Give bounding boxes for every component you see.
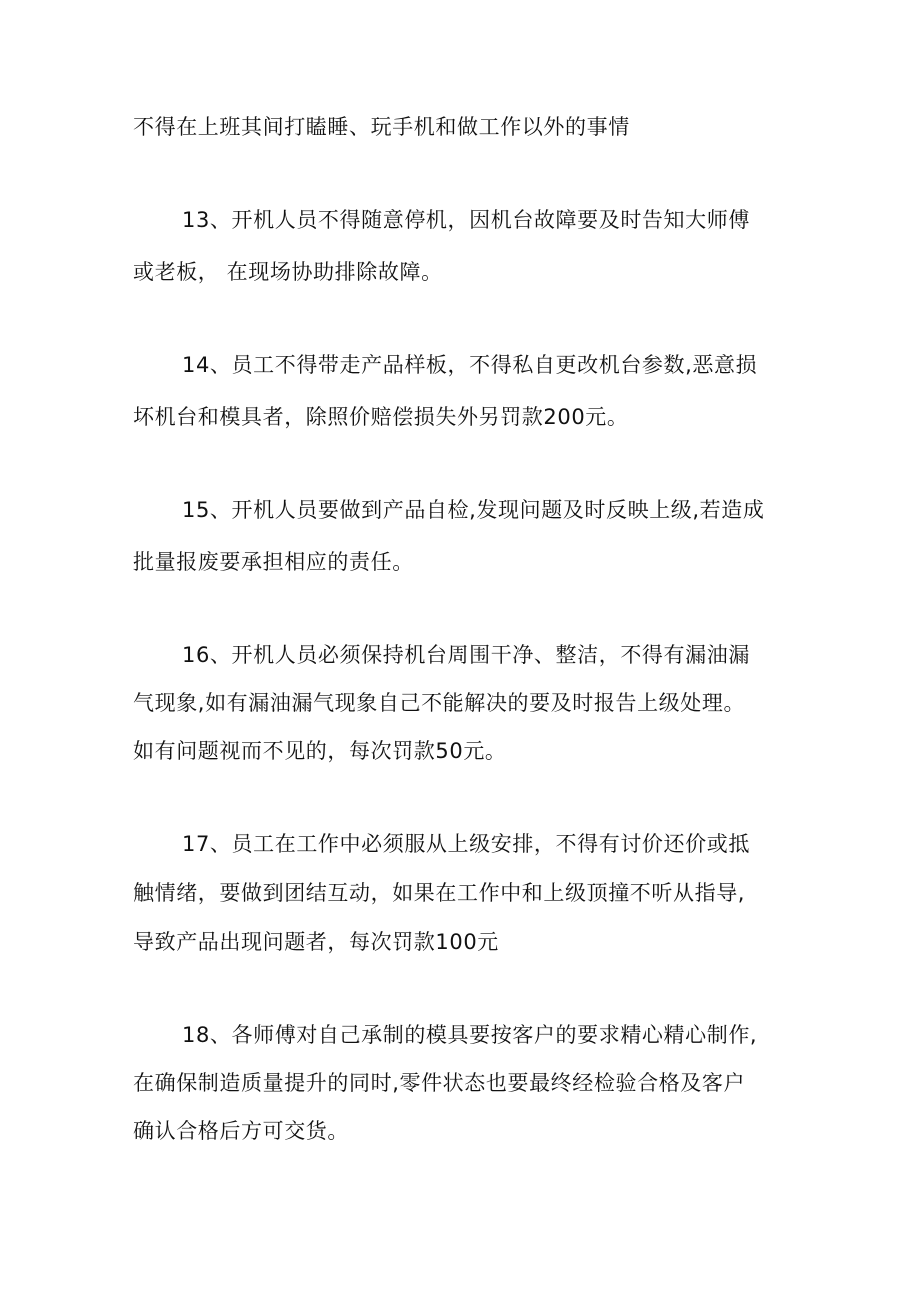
rule-18-line-2: 在确保制造质量提升的同时,零件状态也要最终经检验合格及客户 [133,1071,746,1095]
rule-17-line-1: 17、员工在工作中必须服从上级安排，不得有讨价还价或抵 [182,832,750,856]
rule-13-line-1: 13、开机人员不得随意停机，因机台故障要及时告知大师傅 [182,208,750,232]
rule-16-line-1: 16、开机人员必须保持机台周围干净、整洁，不得有漏油漏 [182,643,750,667]
rule-14-line-1: 14、员工不得带走产品样板，不得私自更改机台参数,恶意损 [182,353,758,377]
rule-17-line-2: 触情绪，要做到团结互动，如果在工作中和上级顶撞不听从指导, [133,881,746,905]
rule-15-line-2: 批量报废要承担相应的责任。 [133,550,414,574]
rule-15-line-1: 15、开机人员要做到产品自检,发现问题及时反映上级,若造成 [182,498,765,522]
rule-16-line-2: 气现象,如有漏油漏气现象自己不能解决的要及时报告上级处理。 [133,691,746,715]
rule-17-line-3: 导致产品出现问题者，每次罚款100元 [133,930,499,954]
rule-16-line-3: 如有问题视而不见的，每次罚款50元。 [133,739,507,763]
rule-14-line-2: 坏机台和模具者，除照价赔偿损失外另罚款200元。 [133,405,629,429]
rule-18-line-3: 确认合格后方可交货。 [133,1119,349,1143]
rule-18-line-1: 18、各师傅对自己承制的模具要按客户的要求精心精心制作, [182,1023,758,1047]
rule-12-continuation: 不得在上班其间打瞌睡、玩手机和做工作以外的事情 [133,115,630,139]
rule-13-line-2: 或老板， 在现场协助排除故障。 [133,260,443,284]
